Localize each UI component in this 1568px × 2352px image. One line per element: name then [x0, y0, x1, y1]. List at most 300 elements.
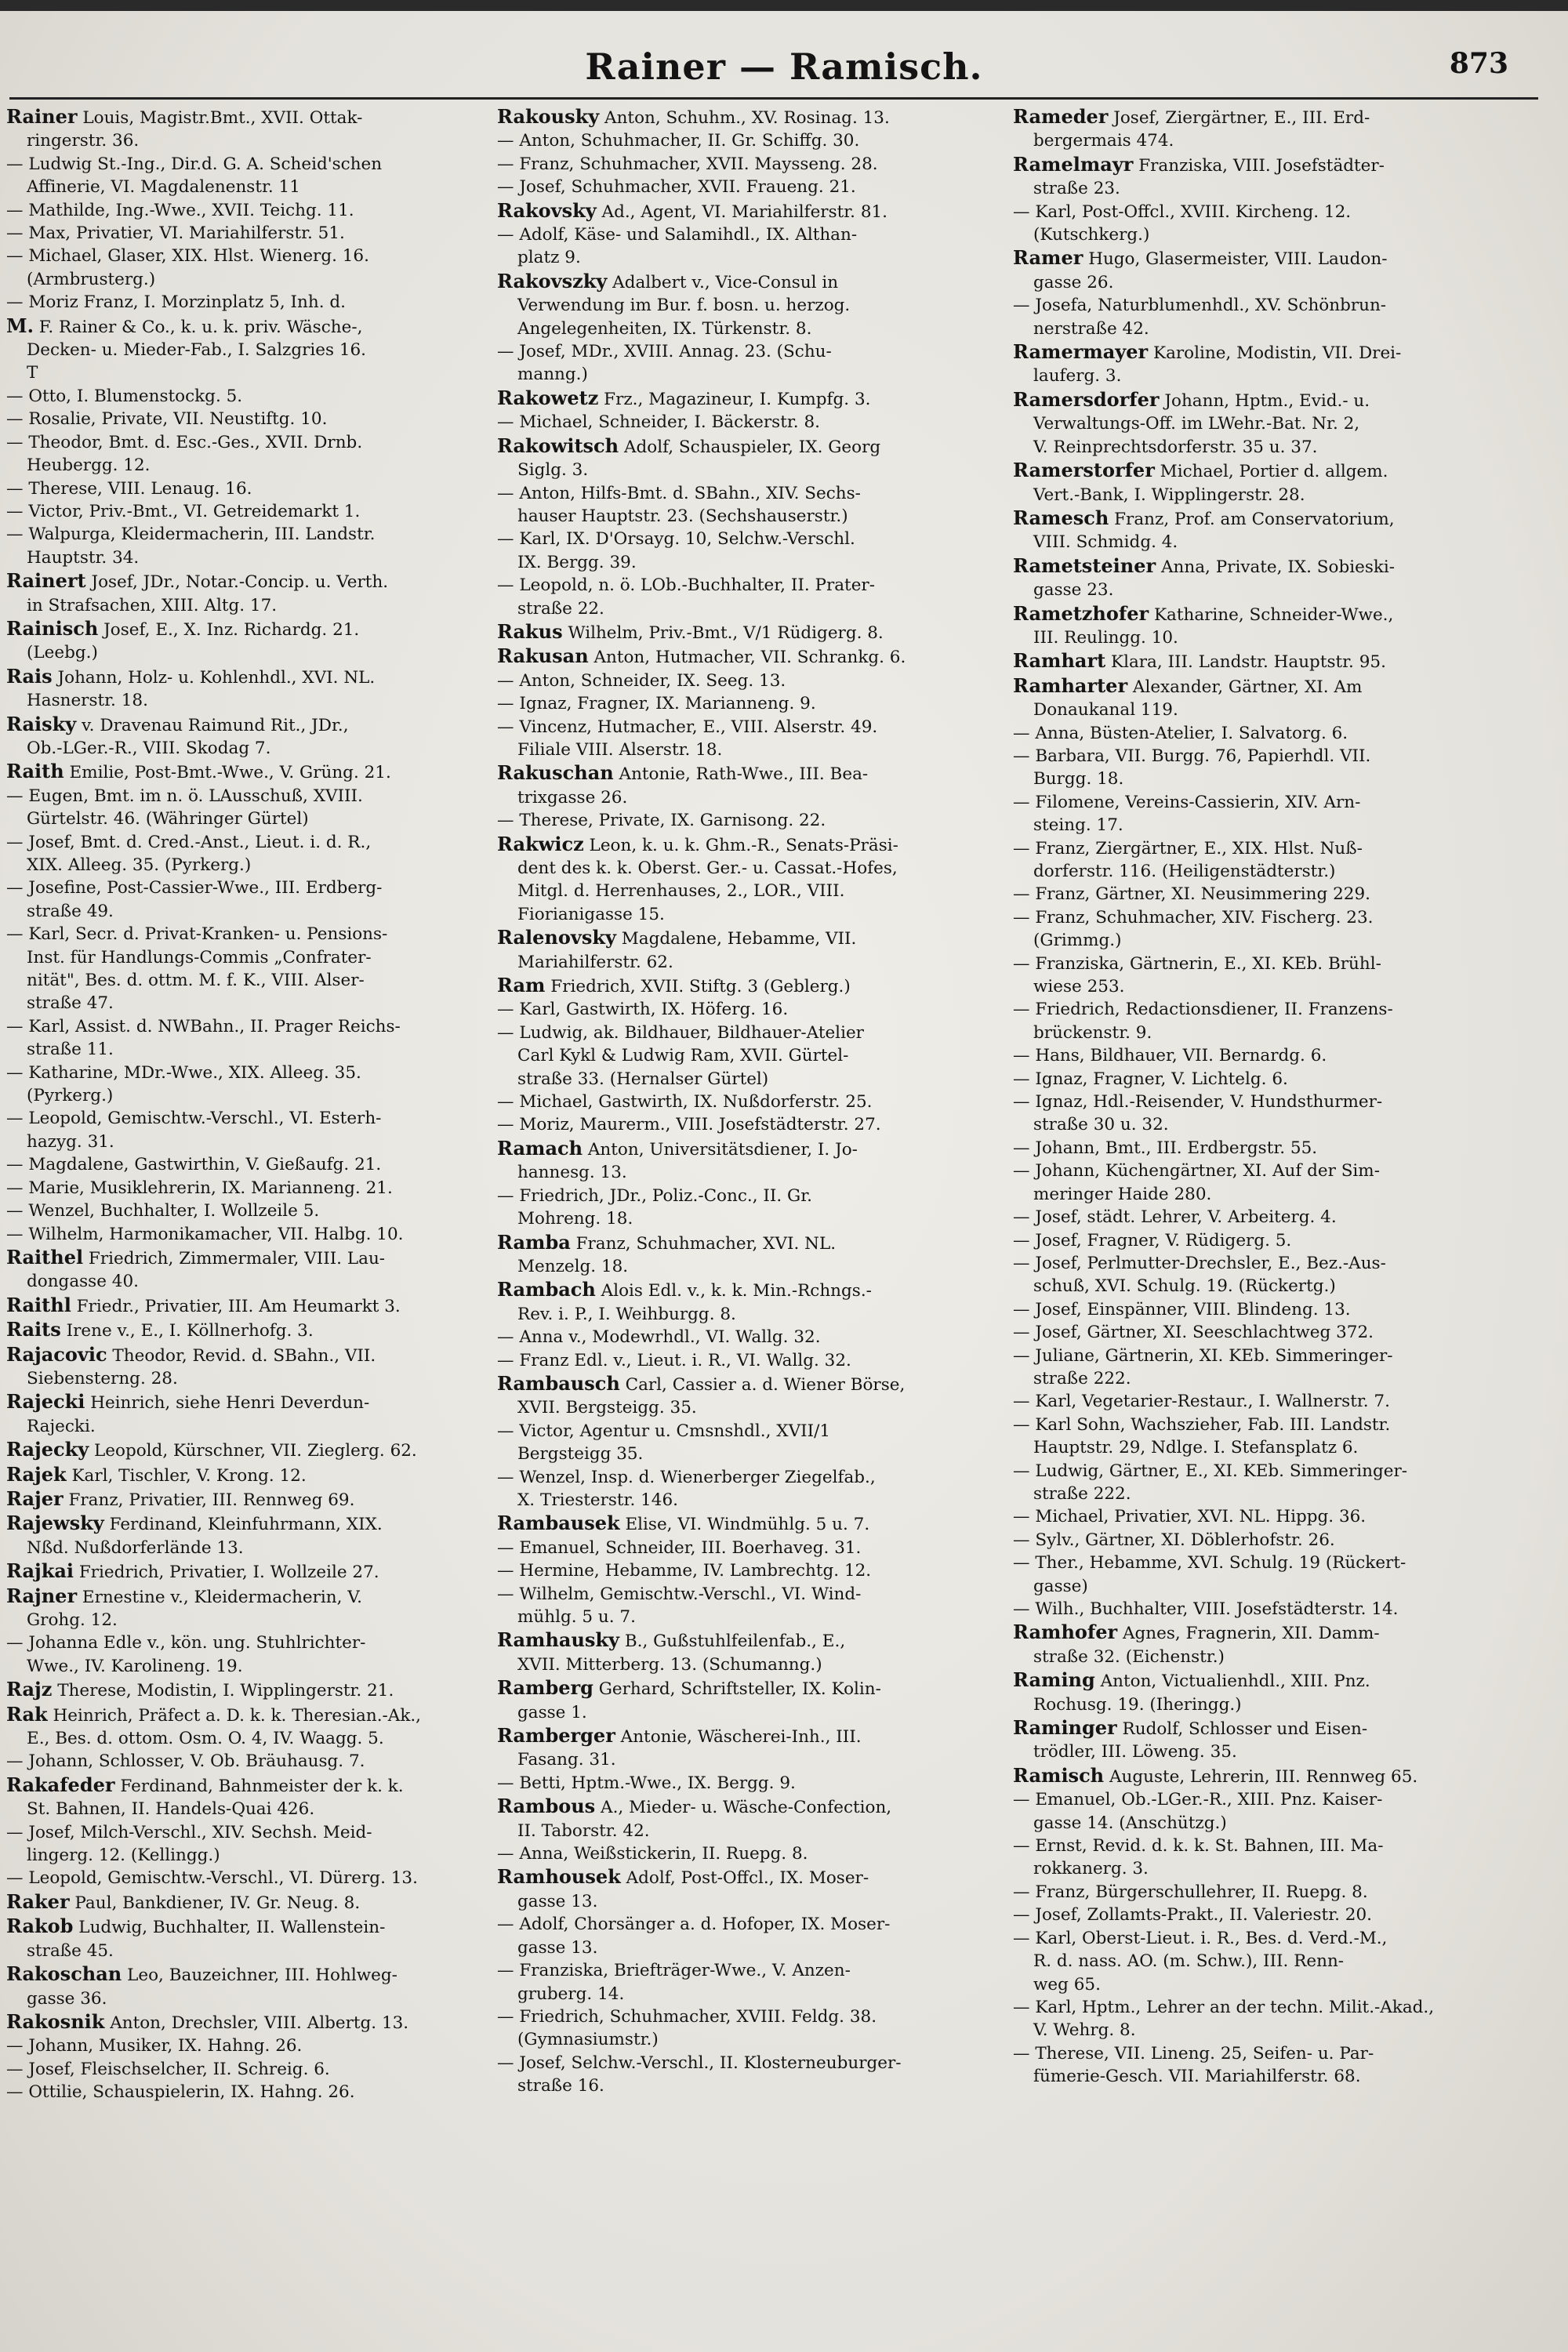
entry-line: — Hermine, Hebamme, IV. Lambrechtg. 12. [497, 1561, 872, 1581]
entry-line: — Karl, Oberst-Lieut. i. R., Bes. d. Verd.-M., [1013, 1928, 1388, 1948]
entry-line: Ramesch Franz, Prof. am Conservatorium, [1013, 506, 1395, 529]
directory-entry [1013, 1321, 1523, 1344]
entry-line: Ralenovsky Magdalene, Hebamme, VII. [497, 926, 857, 949]
entry-line: fümerie-Gesch. VII. Mariahilferstr. 68. [1033, 2067, 1361, 2087]
directory-entry [6, 431, 516, 477]
directory-entry [497, 105, 1007, 129]
entry-line: St. Bahnen, II. Handels-Quai 426. [27, 1799, 315, 1820]
directory-entry [6, 291, 516, 314]
entry-line: — Franz, Ziergärtner, E., XIX. Hlst. Nuß- [1013, 838, 1363, 858]
entry-line: Hasnerstr. 18. [27, 691, 148, 711]
entry-line: straße 32. (Eichenstr.) [1033, 1646, 1225, 1667]
directory-entry [6, 1559, 516, 1584]
directory-entry [1013, 1252, 1523, 1298]
surname: Rak [6, 1702, 48, 1726]
surname: Ramhart [1013, 649, 1106, 673]
entry-line: — Josef, Einspänner, VIII. Blindeng. 13. [1013, 1299, 1351, 1319]
entry-line: Verwaltungs-Off. im LWehr.-Bat. Nr. 2, [1033, 414, 1360, 434]
directory-entry [497, 153, 1007, 176]
entry-line: trödler, III. Löweng. 35. [1033, 1742, 1237, 1762]
directory-entry [497, 974, 1007, 998]
directory-entry [1013, 388, 1523, 459]
entry-line: — Josefa, Naturblumenhdl., XV. Schönbrun- [1013, 296, 1387, 316]
page-number: 873 [1449, 47, 1508, 80]
directory-entry [497, 528, 1007, 574]
entry-line: II. Taborstr. 42. [517, 1820, 650, 1841]
surname: Rajner [6, 1584, 78, 1607]
directory-entry [6, 1773, 516, 1821]
entry-line: manng.) [517, 365, 588, 385]
entry-line: — Johanna Edle v., kön. ung. Stuhlrichter- [6, 1633, 366, 1653]
entry-line: Raminger Rudolf, Schlosser und Eisen- [1013, 1716, 1368, 1740]
entry-line: III. Reulingg. 10. [1033, 627, 1178, 648]
entry-line: Rametsteiner Anna, Private, IX. Sobieski- [1013, 554, 1396, 577]
entry-line: Rainert Josef, JDr., Notar.-Concip. u. Verth. [6, 569, 389, 593]
directory-entry [6, 105, 516, 153]
entry-line: Rametzhofer Katharine, Schneider-Wwe., [1013, 601, 1394, 625]
directory-entry [497, 716, 1007, 762]
entry-line: — Johann, Küchengärtner, XI. Auf der Sim- [1013, 1161, 1380, 1181]
entry-line: gasse 36. [27, 1988, 107, 2009]
entry-line: Ramach Anton, Universitätsdiener, I. Jo- [497, 1136, 858, 1160]
directory-entry [6, 1438, 516, 1462]
entry-line: Gürtelstr. 46. (Währinger Gürtel) [27, 809, 309, 829]
directory-entry [6, 831, 516, 877]
entry-line: nerstraße 42. [1033, 318, 1149, 339]
scan-edge [0, 0, 1568, 11]
surname: Rais [6, 664, 53, 688]
directory-entry [497, 1772, 1007, 1795]
directory-entry [6, 1015, 516, 1062]
entry-line: dent des k. k. Oberst. Ger.- u. Cassat.-Hofes, [517, 858, 898, 878]
directory-entry [6, 500, 516, 523]
entry-line: — Franz, Schuhmacher, XVII. Maysseng. 28. [497, 154, 878, 174]
entry-line: — Vincenz, Hutmacher, E., VIII. Alserstr. 49. [497, 717, 878, 737]
entry-line: — Leopold, Gemischtw.-Verschl., VI. Esterh- [6, 1109, 382, 1129]
surname: Rainert [6, 569, 86, 593]
directory-entry [1013, 1345, 1523, 1391]
directory-entry [1013, 1044, 1523, 1067]
entry-line: mühlg. 5 u. 7. [517, 1607, 636, 1627]
entry-line: Mariahilferstr. 62. [517, 952, 673, 972]
directory-entry [497, 1559, 1007, 1582]
surname: Rajek [6, 1462, 67, 1486]
surname: Ramba [497, 1230, 571, 1254]
entry-line: — Wenzel, Insp. d. Wienerberger Ziegelfab., [497, 1467, 876, 1487]
running-head: Rainer — Ramisch. [585, 45, 983, 88]
entry-line: — Magdalene, Gastwirthin, V. Gießaufg. 21. [6, 1155, 382, 1175]
surname: Ramelmayr [1013, 152, 1134, 176]
directory-entry [6, 1294, 516, 1318]
surname: Rakovsky [497, 198, 597, 222]
entry-line: hannesg. 13. [517, 1163, 627, 1183]
entry-line: — Wilhelm, Harmonikamacher, VII. Halbg. 10. [6, 1224, 404, 1244]
entry-line: Rakob Ludwig, Buchhalter, II. Wallenstein- [6, 1915, 386, 1938]
directory-entry [6, 877, 516, 923]
directory-entry [1013, 506, 1523, 554]
directory-entry [6, 1390, 516, 1438]
entry-line: bergermais 474. [1033, 131, 1174, 151]
surname: Rajecky [6, 1438, 89, 1461]
column-3 [1013, 105, 1523, 2089]
directory-entry [6, 1678, 516, 1702]
entry-line: lingerg. 12. (Kellingg.) [27, 1846, 220, 1866]
entry-line: — Josef, Schuhmacher, XVII. Fraueng. 21. [497, 177, 856, 198]
surname: Ramhousek [497, 1865, 621, 1889]
entry-line: Rakuschan Antonie, Rath-Wwe., III. Bea- [497, 761, 869, 785]
surname: Raisky [6, 712, 77, 735]
entry-line: Rais Johann, Holz- u. Kohlenhdl., XVI. NL. [6, 664, 376, 688]
surname: Ramer [1013, 246, 1083, 270]
entry-line: Raith Emilie, Post-Bmt.-Wwe., V. Grüng. 21. [6, 760, 391, 783]
directory-entry [1013, 953, 1523, 999]
surname: Ramisch [1013, 1763, 1105, 1787]
directory-entry [6, 923, 516, 1015]
directory-entry [1013, 1229, 1523, 1252]
entry-line: (Leebg.) [27, 643, 98, 663]
entry-line: (Kutschkerg.) [1033, 225, 1150, 245]
entry-line: Ramisch Auguste, Lehrerin, III. Rennweg 65. [1013, 1763, 1418, 1787]
directory-entry [497, 1231, 1007, 1279]
directory-entry [6, 1632, 516, 1678]
surname: Rametsteiner [1013, 554, 1156, 577]
entry-line: — Therese, VII. Lineng. 25, Seifen- u. Par- [1013, 2043, 1374, 2063]
entry-line: Mitgl. d. Herrenhauses, 2., LOR., VIII. [517, 881, 845, 902]
entry-line: — Michael, Schneider, I. Bäckerstr. 8. [497, 412, 820, 433]
directory-entry [1013, 1505, 1523, 1528]
surname: Rameder [1013, 105, 1109, 128]
entry-line: lauferg. 3. [1033, 366, 1122, 387]
directory-entry [497, 1372, 1007, 1420]
entry-line: — Anna v., Modewrhdl., VI. Wallg. 32. [497, 1327, 821, 1348]
directory-entry [497, 1512, 1007, 1536]
surname: Rakusan [497, 644, 589, 668]
surname: Ramermayer [1013, 340, 1149, 364]
entry-line: Menzelg. 18. [517, 1256, 629, 1276]
directory-entry [6, 1200, 516, 1222]
surname: Rakowetz [497, 386, 599, 409]
entry-line: Grohg. 12. [27, 1610, 118, 1630]
directory-entry [1013, 2042, 1523, 2089]
entry-line: weg 65. [1033, 1974, 1101, 1994]
surname: Rakousky [497, 105, 600, 128]
directory-entry [497, 1278, 1007, 1326]
directory-entry [1013, 459, 1523, 506]
entry-line: Rainer Louis, Magistr.Bmt., XVII. Ottak- [6, 105, 363, 128]
directory-entry [6, 665, 516, 713]
entry-line: — Mathilde, Ing.-Wwe., XVII. Teichg. 11. [6, 200, 354, 220]
entry-line: — Wilhelm, Gemischtw.-Verschl., VI. Wind- [497, 1584, 862, 1604]
entry-line: — Therese, Private, IX. Garnisong. 22. [497, 811, 826, 831]
entry-line: Angelegenheiten, IX. Türkenstr. 8. [517, 318, 812, 339]
entry-line: Ramharter Alexander, Gärtner, XI. Am [1013, 673, 1363, 697]
directory-entry [497, 1185, 1007, 1231]
entry-line: Rajek Karl, Tischler, V. Krong. 12. [6, 1462, 307, 1486]
directory-entry [1013, 340, 1523, 388]
entry-line: — Josefine, Post-Cassier-Wwe., III. Erdberg- [6, 878, 383, 898]
surname: Ramharter [1013, 673, 1128, 697]
surname: Raits [6, 1318, 61, 1341]
entry-line: — Karl, Hptm., Lehrer an der techn. Milit.-Akad., [1013, 1997, 1435, 2017]
surname: Rambausek [497, 1512, 620, 1535]
surname: Rajewsky [6, 1512, 104, 1535]
directory-entry [497, 574, 1007, 620]
entry-line: gasse 1. [517, 1702, 587, 1722]
surname: Ramach [497, 1136, 583, 1160]
directory-entry [497, 1628, 1007, 1676]
directory-entry [1013, 906, 1523, 953]
directory-entry [6, 477, 516, 500]
entry-line: brückenstr. 9. [1033, 1022, 1152, 1043]
entry-line: — Ottilie, Schauspielerin, IX. Hahng. 26. [6, 2082, 355, 2103]
directory-entry [497, 434, 1007, 482]
entry-line: Raker Paul, Bankdiener, IV. Gr. Neug. 8. [6, 1889, 361, 1913]
entry-line: — Adolf, Käse- und Salamihdl., IX. Althan- [497, 225, 858, 245]
directory-entry [6, 1246, 516, 1294]
directory-entry [497, 1842, 1007, 1865]
directory-entry [1013, 1835, 1523, 1881]
entry-line: (Grimmg.) [1033, 931, 1122, 951]
directory-entry [497, 411, 1007, 434]
directory-entry [6, 1463, 516, 1487]
entry-line: T [27, 363, 38, 383]
entry-line: Rakafeder Ferdinand, Bahnmeister der k. k. [6, 1773, 404, 1796]
directory-entry [6, 408, 516, 430]
entry-line: Affinerie, VI. Magdalenenstr. 11 [27, 177, 300, 198]
entry-line: straße 222. [1033, 1368, 1131, 1388]
surname: Rajacovic [6, 1342, 107, 1366]
directory-entry [497, 1326, 1007, 1348]
directory-entry [1013, 105, 1523, 153]
entry-line: — Josef, Perlmutter-Drechsler, E., Bez.-Aus- [1013, 1253, 1386, 1273]
surname: M. [6, 314, 34, 337]
entry-line: — Leopold, n. ö. LOb.-Buchhalter, II. Prater- [497, 575, 875, 596]
entry-line: dorferstr. 116. (Heiligenstädterstr.) [1033, 862, 1336, 881]
entry-line: Raithel Friedrich, Zimmermaler, VIII. Lau- [6, 1245, 386, 1269]
header-rule [9, 97, 1538, 100]
directory-entry [497, 1091, 1007, 1113]
directory-entry [6, 523, 516, 569]
directory-entry [497, 1913, 1007, 1959]
surname: Rakwicz [497, 832, 584, 855]
directory-entry [1013, 722, 1523, 745]
entry-line: — Moriz Franz, I. Morzinplatz 5, Inh. d. [6, 292, 346, 313]
entry-line: Ramhousek Adolf, Post-Offcl., IX. Moser- [497, 1865, 869, 1889]
directory-entry [497, 809, 1007, 832]
entry-line: — Victor, Agentur u. Cmsnshdl., XVII/1 [497, 1421, 831, 1441]
directory-entry [497, 482, 1007, 528]
surname: Raithel [6, 1245, 84, 1269]
directory-entry [6, 1107, 516, 1153]
entry-line: — Josef, MDr., XVIII. Annag. 23. (Schu- [497, 342, 832, 362]
directory-entry [1013, 1160, 1523, 1206]
entry-line: — Juliane, Gärtnerin, XI. KEb. Simmeringer- [1013, 1345, 1393, 1366]
entry-line: — Otto, I. Blumenstockg. 5. [6, 386, 243, 406]
entry-line: — Ernst, Revid. d. k. k. St. Bahnen, III. Ma- [1013, 1836, 1384, 1857]
entry-line: — Karl Sohn, Wachszieher, Fab. III. Landstr. [1013, 1414, 1391, 1435]
surname: Ramhausky [497, 1628, 619, 1652]
entry-line: Fiorianigasse 15. [517, 904, 665, 924]
directory-entry [1013, 837, 1523, 884]
entry-line: gasse 23. [1033, 580, 1114, 601]
entry-line: Rakosnik Anton, Drechsler, VIII. Albertg. 13. [6, 2009, 409, 2033]
entry-line: ringerstr. 36. [27, 131, 140, 151]
directory-entry [6, 617, 516, 665]
directory-entry [6, 2010, 516, 2034]
entry-line: — Karl, Secr. d. Privat-Kranken- u. Pensions- [6, 924, 388, 945]
directory-entry [6, 1821, 516, 1867]
entry-line: V. Reinprechtsdorferstr. 35 u. 37. [1033, 437, 1318, 457]
directory-entry [497, 1113, 1007, 1136]
directory-entry [1013, 1137, 1523, 1160]
entry-line: — Franziska, Briefträger-Wwe., V. Anzen- [497, 1961, 851, 1981]
entry-line: E., Bes. d. ottom. Osm. O. 4, IV. Waagg. 5. [27, 1729, 384, 1749]
entry-line: Ramhausky B., Gußstuhlfeilenfab., E., [497, 1628, 846, 1652]
entry-line: — Ludwig, Gärtner, E., XI. KEb. Simmeringer- [1013, 1461, 1407, 1481]
entry-line: — Hans, Bildhauer, VII. Bernardg. 6. [1013, 1046, 1327, 1066]
directory-entry [497, 833, 1007, 927]
entry-line: meringer Haide 280. [1033, 1184, 1212, 1204]
surname: Rakuschan [497, 761, 614, 785]
entry-line: VIII. Schmidg. 4. [1033, 532, 1178, 553]
entry-line: — Karl, Gastwirth, IX. Höferg. 16. [497, 1000, 789, 1020]
surname: Rakowitsch [497, 434, 619, 457]
entry-line: Rambach Alois Edl. v., k. k. Min.-Rchngs.- [497, 1278, 872, 1301]
entry-line: — Johann, Musiker, IX. Hahng. 26. [6, 2036, 303, 2056]
surname: Raker [6, 1889, 70, 1913]
entry-line: straße 30 u. 32. [1033, 1115, 1169, 1135]
entry-line: — Franz, Schuhmacher, XIV. Fischerg. 23. [1013, 907, 1374, 927]
entry-line: — Anton, Schuhmacher, II. Gr. Schiffg. 30. [497, 131, 860, 151]
entry-line: — Josef, städt. Lehrer, V. Arbeiterg. 4. [1013, 1207, 1337, 1228]
entry-line: Rakwicz Leon, k. u. k. Ghm.-R., Senats-Präsi- [497, 832, 898, 855]
entry-line: Rajner Ernestine v., Kleidermacherin, V. [6, 1584, 362, 1607]
entry-line: — Josef, Zollamts-Prakt., II. Valeriestr. 20. [1013, 1905, 1372, 1926]
entry-line: — Karl, IX. D'Orsayg. 10, Selchw.-Verschl. [497, 529, 855, 550]
entry-line: trixgasse 26. [517, 787, 628, 808]
entry-line: Rambausch Carl, Cassier a. d. Wiener Börse, [497, 1371, 906, 1395]
surname: Raith [6, 760, 64, 783]
surname: Rakoschan [6, 1962, 122, 1986]
entry-line: nität", Bes. d. ottm. M. f. K., VIII. Alser- [27, 971, 365, 991]
directory-entry [1013, 1414, 1523, 1460]
entry-line: — Max, Privatier, VI. Mariahilferstr. 51. [6, 223, 345, 244]
directory-entry [6, 1750, 516, 1773]
surname: Raminger [1013, 1716, 1117, 1740]
surname: Rambausch [497, 1371, 620, 1395]
entry-line: Ramberger Antonie, Wäscherei-Inh., III. [497, 1724, 862, 1748]
entry-line: — Emanuel, Ob.-LGer.-R., XIII. Pnz. Kaiser- [1013, 1790, 1383, 1810]
entry-line: Vert.-Bank, I. Wipplingerstr. 28. [1033, 485, 1305, 505]
directory-entry [6, 199, 516, 222]
directory-entry [1013, 998, 1523, 1044]
directory-entry [6, 1062, 516, 1108]
directory-entry [497, 270, 1007, 340]
directory-entry [6, 713, 516, 760]
surname: Rakob [6, 1915, 74, 1938]
directory-entry [497, 1537, 1007, 1559]
entry-line: Raits Irene v., E., I. Köllnerhofg. 3. [6, 1318, 314, 1341]
entry-line: — Michael, Gastwirth, IX. Nußdorferstr. 25. [497, 1092, 873, 1112]
entry-line: Rakousky Anton, Schuhm., XV. Rosinag. 13. [497, 105, 890, 128]
entry-line: hazyg. 31. [27, 1131, 114, 1152]
entry-line: — Friedrich, JDr., Poliz.-Conc., II. Gr. [497, 1185, 812, 1206]
entry-line: Rajkai Friedrich, Privatier, I. Wollzeile 27. [6, 1559, 379, 1583]
entry-line: — Friedrich, Schuhmacher, XVIII. Feldg. 38. [497, 2006, 877, 2027]
directory-entry [497, 1137, 1007, 1185]
entry-line: IX. Bergg. 39. [517, 552, 637, 572]
surname: Rainisch [6, 616, 99, 640]
directory-entry [497, 1724, 1007, 1772]
surname: Rametzhofer [1013, 601, 1149, 625]
surname: Rajkai [6, 1559, 74, 1583]
directory-entry [1013, 1668, 1523, 1716]
entry-line: straße 45. [27, 1940, 114, 1961]
surname: Rajz [6, 1678, 53, 1701]
entry-line: — Anton, Hilfs-Bmt. d. SBahn., XIV. Sechs- [497, 483, 861, 503]
entry-line: Ramba Franz, Schuhmacher, XVI. NL. [497, 1230, 837, 1254]
entry-line: — Ludwig, ak. Bildhauer, Bildhauer-Atelier [497, 1022, 864, 1043]
directory-entry [497, 223, 1007, 270]
directory-entry [497, 620, 1007, 644]
directory-entry [6, 1962, 516, 2010]
entry-line: Rajecky Leopold, Kürschner, VII. Zieglerg. 62. [6, 1438, 417, 1461]
directory-entry [497, 1420, 1007, 1466]
entry-line: — Betti, Hptm.-Wwe., IX. Bergg. 9. [497, 1773, 796, 1793]
directory-entry [1013, 791, 1523, 837]
entry-line: Nßd. Nußdorferlände 13. [27, 1537, 244, 1558]
surname: Ramhofer [1013, 1621, 1118, 1644]
directory-entry [497, 2005, 1007, 2052]
directory-entry [497, 1349, 1007, 1372]
surname: Ramersdorfer [1013, 387, 1160, 411]
directory-entry [6, 1890, 516, 1915]
surname: Rambach [497, 1278, 596, 1301]
entry-line: gasse 13. [517, 1937, 598, 1958]
entry-line: — Wenzel, Buchhalter, I. Wollzeile 5. [6, 1201, 320, 1221]
directory-entry [6, 1177, 516, 1200]
entry-line: — Karl, Post-Offcl., XVIII. Kircheng. 12. [1013, 201, 1352, 222]
directory-entry [1013, 1298, 1523, 1321]
entry-line: — Johann, Bmt., III. Erdbergstr. 55. [1013, 1138, 1318, 1158]
directory-entry [6, 1867, 516, 1889]
entry-line: Rajacovic Theodor, Revid. d. SBahn., VII. [6, 1342, 376, 1366]
directory-entry [6, 1584, 516, 1632]
entry-line: — Filomene, Vereins-Cassierin, XIV. Arn- [1013, 792, 1361, 812]
directory-entry [497, 1466, 1007, 1512]
entry-line: — Josef, Milch-Verschl., XIV. Sechsh. Meid- [6, 1822, 372, 1842]
directory-entry [6, 1153, 516, 1176]
entry-line: Raisky v. Dravenau Raimund Rit., JDr., [6, 712, 349, 735]
entry-line: Bergsteigg 35. [517, 1444, 644, 1465]
surname: Ramberger [497, 1724, 615, 1748]
entry-line: gruberg. 14. [517, 1984, 625, 2004]
directory-entry [1013, 1206, 1523, 1229]
directory-entry [1013, 883, 1523, 906]
entry-line: Rambous A., Mieder- u. Wäsche-Confection, [497, 1795, 892, 1818]
directory-entry [6, 1318, 516, 1342]
directory-entry [1013, 1552, 1523, 1598]
entry-line: X. Triesterstr. 146. [517, 1490, 678, 1510]
entry-line: Ramelmayr Franziska, VIII. Josefstädter- [1013, 152, 1385, 176]
surname: Rakovszky [497, 269, 608, 292]
entry-line: — Anna, Weißstickerin, II. Ruepg. 8. [497, 1844, 808, 1864]
entry-line: — Josef, Fleischselcher, II. Schreig. 6. [6, 2059, 330, 2079]
entry-line: — Johann, Schlosser, V. Ob. Bräuhausg. 7. [6, 1751, 365, 1772]
column-1 [6, 105, 516, 2104]
directory-entry [1013, 1881, 1523, 1904]
entry-line: Ramhofer Agnes, Fragnerin, XII. Damm- [1013, 1621, 1380, 1644]
